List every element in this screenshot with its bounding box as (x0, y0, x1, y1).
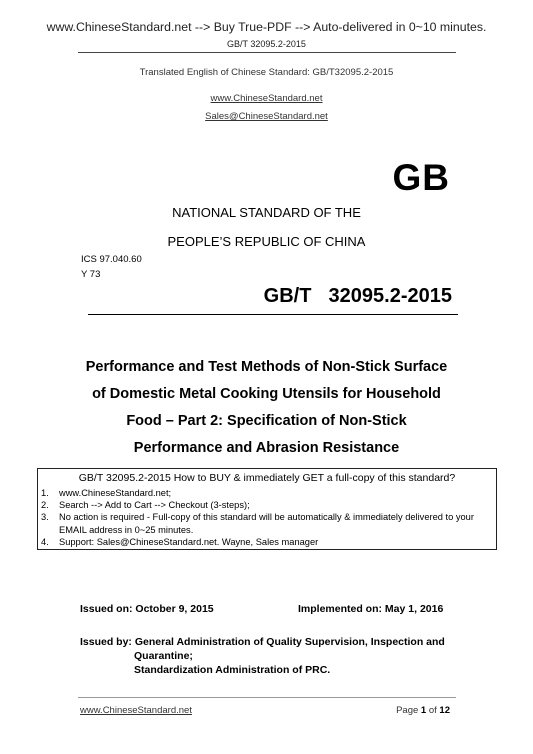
total-pages: 12 (439, 705, 450, 716)
header-divider (78, 52, 456, 53)
title-line: Performance and Test Methods of Non-Stick Surface (85, 359, 448, 375)
translation-note: Translated English of Chinese Standard: GB/T32095.2-2015 (139, 67, 394, 78)
header-top-line: www.ChineseStandard.net --> Buy True-PDF --> Auto-delivered in 0~10 minutes. (46, 20, 487, 34)
list-item: 3. No action is required - Full-copy of this standard will be automatically & immediately delivered to your EMAIL address in 0~25 minutes. (41, 512, 474, 535)
list-item: 4. Support: Sales@ChineseStandard.net. Wayne, Sales manager (41, 536, 319, 547)
purchase-info-box (37, 468, 497, 550)
national-standard-line1: NATIONAL STANDARD OF THE (172, 205, 361, 220)
email-link[interactable]: Sales@ChineseStandard.net (205, 111, 328, 122)
title-line: Performance and Abrasion Resistance (133, 440, 400, 456)
standard-code-divider (88, 314, 458, 315)
issuer-line3: Standardization Administration of PRC. (134, 664, 331, 676)
standard-code: GB/T 32095.2-2015 (263, 285, 452, 307)
y-code: Y 73 (81, 269, 101, 280)
purchase-steps-list (41, 487, 489, 548)
footer-divider (78, 697, 456, 698)
gb-mark: GB (392, 157, 450, 198)
implemented-date: Implemented on: May 1, 2016 (298, 603, 444, 615)
list-item: 1. www.ChineseStandard.net; (41, 488, 172, 498)
national-standard-line2: PEOPLE’S REPUBLIC OF CHINA (167, 234, 366, 249)
website-link[interactable]: www.ChineseStandard.net (210, 93, 323, 104)
header-standard-code: GB/T 32095.2-2015 (227, 39, 306, 49)
issuer-line2: Quarantine; (134, 650, 193, 662)
list-item: 2. Search --> Add to Cart --> Checkout (3-steps); (41, 500, 250, 511)
footer-website-link[interactable]: www.ChineseStandard.net (80, 705, 192, 716)
page-indicator: Page 1 of 12 (396, 705, 450, 716)
issuer-line1: Issued by: General Administration of Quality Supervision, Inspection and (80, 636, 445, 648)
ics-code: ICS 97.040.60 (81, 254, 142, 265)
title-line: of Domestic Metal Cooking Utensils for Household (92, 386, 441, 402)
current-page: 1 (420, 705, 427, 716)
issued-date: Issued on: October 9, 2015 (80, 603, 214, 615)
title-line: Food – Part 2: Specification of Non-Stick (126, 413, 407, 429)
purchase-info-heading: GB/T 32095.2-2015 How to BUY & immediately GET a full-copy of this standard? (78, 472, 456, 484)
